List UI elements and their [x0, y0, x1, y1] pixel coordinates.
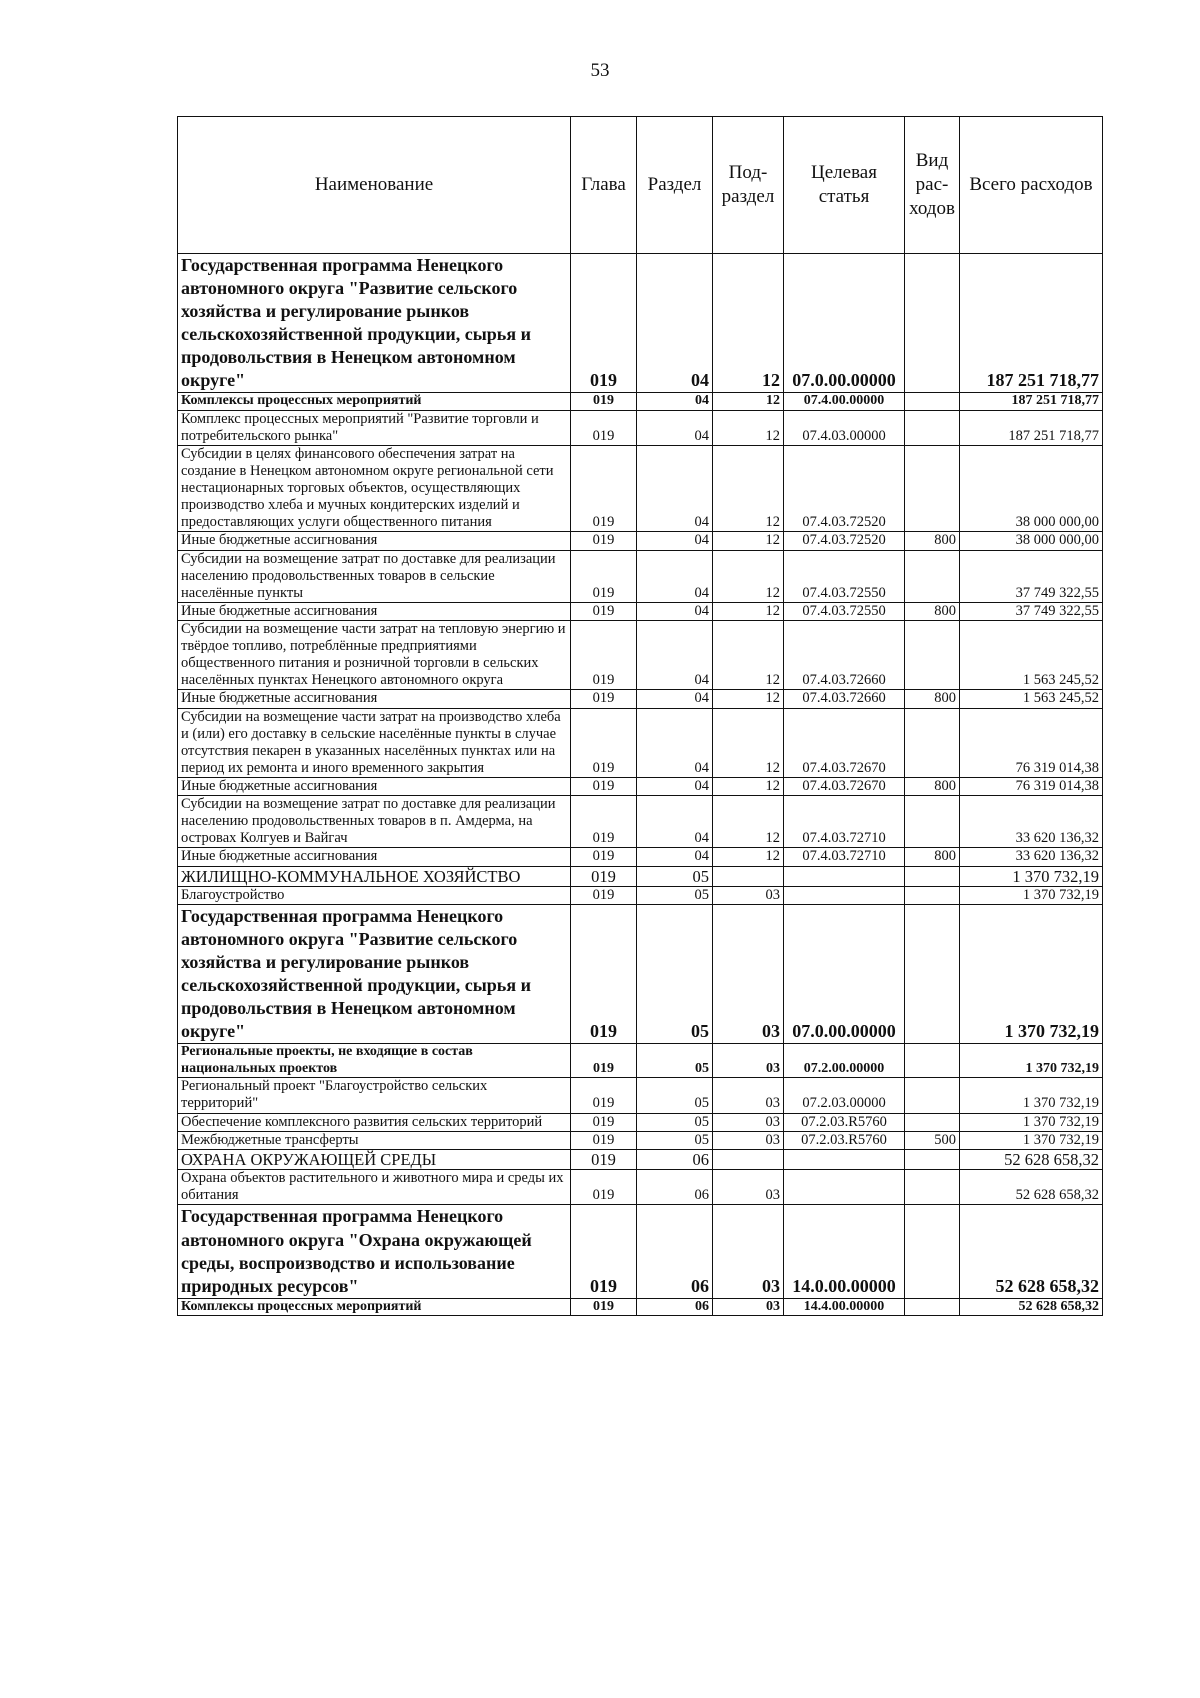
header-total: Всего расходов [960, 117, 1103, 254]
row-name: Государственная программа Ненецкого автономного округа "Развитие сельского хозяйства и регулирование рынков сельскохозяйственной продукции, сырья и продовольствия в Ненецком автономном округе" [178, 254, 571, 393]
row-total: 52 628 658,32 [960, 1205, 1103, 1298]
table-row [178, 866, 1103, 886]
row-name: Субсидии на возмещение затрат по доставке для реализации населению продовольственных товаров в сельские населённые пункты [178, 550, 571, 602]
row-podrazdel: 12 [713, 796, 784, 848]
row-razdel: 06 [637, 1205, 713, 1298]
row-vid: 800 [905, 690, 960, 708]
row-total: 1 563 245,52 [960, 690, 1103, 708]
row-glava: 019 [571, 550, 637, 602]
row-target: 07.4.03.72670 [784, 778, 905, 796]
row-name: Субсидии на возмещение затрат по доставке для реализации населению продовольственных товаров в п. Амдерма, на островах Колгуев и Вайгач [178, 796, 571, 848]
row-razdel: 05 [637, 1113, 713, 1131]
row-vid [905, 445, 960, 532]
header-vid: Вид рас-ходов [905, 117, 960, 254]
row-vid: 800 [905, 602, 960, 620]
row-target: 07.4.03.72660 [784, 690, 905, 708]
table-row [178, 621, 1103, 690]
row-razdel: 04 [637, 708, 713, 777]
row-target: 07.4.03.72520 [784, 532, 905, 550]
row-target: 07.0.00.00000 [784, 905, 905, 1044]
row-name: Обеспечение комплексного развития сельских территорий [178, 1113, 571, 1131]
row-glava: 019 [571, 1298, 637, 1316]
row-vid [905, 887, 960, 905]
row-name: Комплексы процессных мероприятий [178, 1298, 571, 1316]
row-glava: 019 [571, 708, 637, 777]
row-name: Региональные проекты, не входящие в состав национальных проектов [178, 1044, 571, 1078]
row-total: 52 628 658,32 [960, 1149, 1103, 1169]
row-vid: 500 [905, 1131, 960, 1149]
header-target: Целевая статья [784, 117, 905, 254]
table-row [178, 1131, 1103, 1149]
row-name: Иные бюджетные ассигнования [178, 848, 571, 866]
row-total: 1 370 732,19 [960, 1113, 1103, 1131]
row-target: 07.4.03.72550 [784, 602, 905, 620]
row-name: Благоустройство [178, 887, 571, 905]
row-razdel: 04 [637, 410, 713, 445]
table-row [178, 445, 1103, 532]
row-podrazdel: 03 [713, 905, 784, 1044]
row-vid [905, 1078, 960, 1113]
row-total: 1 370 732,19 [960, 1078, 1103, 1113]
row-glava: 019 [571, 1149, 637, 1169]
row-podrazdel: 12 [713, 690, 784, 708]
row-podrazdel: 12 [713, 550, 784, 602]
row-name: Региональный проект "Благоустройство сельских территорий" [178, 1078, 571, 1113]
row-target: 14.0.00.00000 [784, 1205, 905, 1298]
row-vid: 800 [905, 532, 960, 550]
row-target: 07.2.03.R5760 [784, 1131, 905, 1149]
table-row [178, 887, 1103, 905]
row-total: 187 251 718,77 [960, 410, 1103, 445]
row-vid [905, 621, 960, 690]
row-glava: 019 [571, 905, 637, 1044]
row-vid [905, 1149, 960, 1169]
row-total: 33 620 136,32 [960, 848, 1103, 866]
row-vid [905, 393, 960, 411]
row-total: 1 370 732,19 [960, 887, 1103, 905]
row-podrazdel [713, 866, 784, 886]
row-glava: 019 [571, 778, 637, 796]
row-total: 76 319 014,38 [960, 778, 1103, 796]
table-row [178, 1298, 1103, 1316]
row-podrazdel: 12 [713, 848, 784, 866]
row-name: Иные бюджетные ассигнования [178, 602, 571, 620]
header-razdel: Раздел [637, 117, 713, 254]
row-glava: 019 [571, 1044, 637, 1078]
row-target: 07.4.03.72660 [784, 621, 905, 690]
row-glava: 019 [571, 602, 637, 620]
row-target: 07.4.03.00000 [784, 410, 905, 445]
row-glava: 019 [571, 621, 637, 690]
row-podrazdel: 03 [713, 1298, 784, 1316]
table-row [178, 254, 1103, 393]
row-name: Иные бюджетные ассигнования [178, 532, 571, 550]
row-name: Государственная программа Ненецкого автономного округа "Охрана окружающей среды, воспроизводство и использование природных ресурсов" [178, 1205, 571, 1298]
row-name: Комплексы процессных мероприятий [178, 393, 571, 411]
row-vid [905, 410, 960, 445]
row-podrazdel: 03 [713, 1044, 784, 1078]
table-row [178, 848, 1103, 866]
row-target: 07.2.03.R5760 [784, 1113, 905, 1131]
page-number: 53 [590, 60, 610, 81]
header-glava: Глава [571, 117, 637, 254]
table-row [178, 708, 1103, 777]
row-vid [905, 1170, 960, 1205]
table-header-row [178, 117, 1103, 254]
row-glava: 019 [571, 848, 637, 866]
table-row [178, 410, 1103, 445]
row-total: 1 563 245,52 [960, 621, 1103, 690]
budget-table [177, 116, 1103, 1316]
row-target [784, 1170, 905, 1205]
row-name: Иные бюджетные ассигнования [178, 690, 571, 708]
row-vid [905, 708, 960, 777]
row-vid [905, 1298, 960, 1316]
row-razdel: 04 [637, 796, 713, 848]
row-razdel: 05 [637, 887, 713, 905]
row-razdel: 04 [637, 621, 713, 690]
row-podrazdel: 12 [713, 778, 784, 796]
row-glava: 019 [571, 1078, 637, 1113]
row-razdel: 04 [637, 602, 713, 620]
row-target: 07.0.00.00000 [784, 254, 905, 393]
row-target: 07.2.00.00000 [784, 1044, 905, 1078]
row-podrazdel: 03 [713, 1078, 784, 1113]
table-row [178, 1078, 1103, 1113]
row-glava: 019 [571, 532, 637, 550]
table-row [178, 1205, 1103, 1298]
header-name: Наименование [178, 117, 571, 254]
row-name: Комплекс процессных мероприятий "Развитие торговли и потребительского рынка" [178, 410, 571, 445]
row-razdel: 04 [637, 445, 713, 532]
row-total: 52 628 658,32 [960, 1298, 1103, 1316]
row-podrazdel: 03 [713, 1131, 784, 1149]
row-glava: 019 [571, 1113, 637, 1131]
row-target: 07.4.03.72710 [784, 848, 905, 866]
table-row [178, 905, 1103, 1044]
row-glava: 019 [571, 796, 637, 848]
row-glava: 019 [571, 1170, 637, 1205]
row-total: 37 749 322,55 [960, 550, 1103, 602]
row-vid [905, 866, 960, 886]
row-razdel: 04 [637, 690, 713, 708]
row-podrazdel [713, 1149, 784, 1169]
row-vid [905, 550, 960, 602]
row-target: 07.4.03.72670 [784, 708, 905, 777]
header-podrazdel: Под-раздел [713, 117, 784, 254]
table-row [178, 796, 1103, 848]
row-podrazdel: 12 [713, 532, 784, 550]
row-razdel: 05 [637, 1131, 713, 1149]
row-target: 07.4.03.72550 [784, 550, 905, 602]
row-total: 187 251 718,77 [960, 393, 1103, 411]
row-razdel: 05 [637, 905, 713, 1044]
row-podrazdel: 03 [713, 887, 784, 905]
row-name: Субсидии на возмещение части затрат на тепловую энергию и твёрдое топливо, потреблённые предприятиями общественного питания и розничной торговли в сельских населённых пунктах Ненецкого автономного округа [178, 621, 571, 690]
row-podrazdel: 12 [713, 708, 784, 777]
row-vid [905, 905, 960, 1044]
row-glava: 019 [571, 1205, 637, 1298]
row-podrazdel: 12 [713, 445, 784, 532]
table-row [178, 778, 1103, 796]
row-name: Охрана объектов растительного и животного мира и среды их обитания [178, 1170, 571, 1205]
row-vid [905, 796, 960, 848]
row-razdel: 04 [637, 550, 713, 602]
row-glava: 019 [571, 690, 637, 708]
row-podrazdel: 12 [713, 393, 784, 411]
row-glava: 019 [571, 887, 637, 905]
row-glava: 019 [571, 410, 637, 445]
row-glava: 019 [571, 393, 637, 411]
row-target: 07.4.03.72710 [784, 796, 905, 848]
row-target: 07.4.03.72520 [784, 445, 905, 532]
row-podrazdel: 03 [713, 1170, 784, 1205]
row-razdel: 04 [637, 778, 713, 796]
row-target: 07.4.00.00000 [784, 393, 905, 411]
row-vid: 800 [905, 848, 960, 866]
row-total: 1 370 732,19 [960, 866, 1103, 886]
table-row [178, 550, 1103, 602]
row-total: 1 370 732,19 [960, 905, 1103, 1044]
row-target: 07.2.03.00000 [784, 1078, 905, 1113]
row-total: 1 370 732,19 [960, 1044, 1103, 1078]
row-total: 33 620 136,32 [960, 796, 1103, 848]
row-podrazdel: 12 [713, 621, 784, 690]
row-vid [905, 1205, 960, 1298]
row-razdel: 04 [637, 393, 713, 411]
row-glava: 019 [571, 254, 637, 393]
row-target [784, 887, 905, 905]
row-razdel: 05 [637, 1044, 713, 1078]
row-razdel: 04 [637, 532, 713, 550]
row-total: 52 628 658,32 [960, 1170, 1103, 1205]
row-razdel: 05 [637, 866, 713, 886]
row-podrazdel: 03 [713, 1113, 784, 1131]
row-razdel: 04 [637, 254, 713, 393]
row-total: 187 251 718,77 [960, 254, 1103, 393]
row-glava: 019 [571, 1131, 637, 1149]
row-name: Субсидии на возмещение части затрат на производство хлеба и (или) его доставку в сельские населённые пункты в случае отсутствия пекарен в указанных населённых пунктах или на период их ремонта и иного временного закрытия [178, 708, 571, 777]
row-name: ЖИЛИЩНО-КОММУНАЛЬНОЕ ХОЗЯЙСТВО [178, 866, 571, 886]
row-total: 1 370 732,19 [960, 1131, 1103, 1149]
row-vid [905, 1113, 960, 1131]
table-row [178, 690, 1103, 708]
row-podrazdel: 12 [713, 254, 784, 393]
row-name: ОХРАНА ОКРУЖАЮЩЕЙ СРЕДЫ [178, 1149, 571, 1169]
row-glava: 019 [571, 866, 637, 886]
row-razdel: 06 [637, 1298, 713, 1316]
row-target [784, 1149, 905, 1169]
row-razdel: 04 [637, 848, 713, 866]
row-total: 37 749 322,55 [960, 602, 1103, 620]
row-razdel: 05 [637, 1078, 713, 1113]
row-name: Иные бюджетные ассигнования [178, 778, 571, 796]
row-vid [905, 1044, 960, 1078]
table-row [178, 1044, 1103, 1078]
row-vid [905, 254, 960, 393]
row-name: Межбюджетные трансферты [178, 1131, 571, 1149]
table-body [178, 254, 1103, 1316]
row-name: Государственная программа Ненецкого автономного округа "Развитие сельского хозяйства и регулирование рынков сельскохозяйственной продукции, сырья и продовольствия в Ненецком автономном округе" [178, 905, 571, 1044]
row-podrazdel: 12 [713, 602, 784, 620]
row-total: 38 000 000,00 [960, 532, 1103, 550]
table-row [178, 1149, 1103, 1169]
row-name: Субсидии в целях финансового обеспечения затрат на создание в Ненецком автономном округе региональной сети нестационарных торговых объектов, осуществляющих производство хлеба и мучных кондитерских изделий и предоставляющих услуги общественного питания [178, 445, 571, 532]
table-row [178, 393, 1103, 411]
table-row [178, 602, 1103, 620]
row-podrazdel: 03 [713, 1205, 784, 1298]
row-razdel: 06 [637, 1170, 713, 1205]
table-row [178, 1113, 1103, 1131]
table-row [178, 532, 1103, 550]
row-total: 76 319 014,38 [960, 708, 1103, 777]
row-target: 14.4.00.00000 [784, 1298, 905, 1316]
row-vid: 800 [905, 778, 960, 796]
row-target [784, 866, 905, 886]
row-podrazdel: 12 [713, 410, 784, 445]
table-row [178, 1170, 1103, 1205]
row-total: 38 000 000,00 [960, 445, 1103, 532]
row-glava: 019 [571, 445, 637, 532]
row-razdel: 06 [637, 1149, 713, 1169]
